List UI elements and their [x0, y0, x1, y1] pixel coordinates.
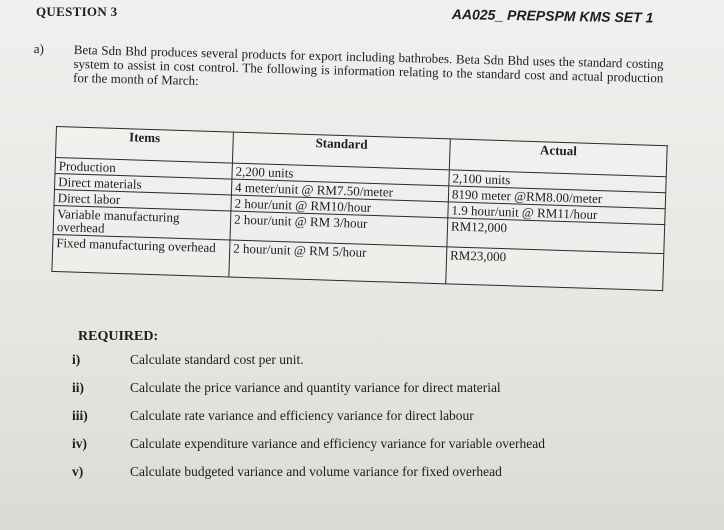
question-intro — [33, 42, 664, 99]
cell-standard: 2 hour/unit @ RM 5/hour — [229, 240, 447, 284]
cell-item: Variable manufacturing overhead — [53, 205, 231, 240]
cell-standard: 4 meter/unit @ RM7.50/meter — [231, 179, 448, 202]
cell-standard: 2 hour/unit @ RM 3/hour — [230, 211, 448, 247]
item-number: v) — [72, 464, 84, 479]
item-number: iv) — [72, 436, 87, 451]
cell-item: Fixed manufacturing overhead — [52, 234, 230, 277]
header-standard: Standard — [232, 132, 450, 170]
cell-standard: 2,200 units — [232, 163, 449, 186]
cell-item: Direct labor — [54, 189, 231, 211]
item-text: Calculate standard cost per unit. — [130, 352, 304, 367]
intro-text: Beta Sdn Bhd produces several products for export including bathrobes. Beta Sdn Bhd uses the standard costing system to assist in cost control. The following is information relating to the standard cost and actual production for the month of March: — [72, 41, 664, 89]
part-marker: a) — [33, 41, 45, 57]
list-item — [72, 464, 692, 492]
item-text: Calculate budgeted variance and volume variance for fixed overhead — [130, 464, 502, 479]
cell-actual: 1.9 hour/unit @ RM11/hour — [448, 202, 665, 225]
item-number: iii) — [72, 408, 88, 423]
header-items: Items — [56, 127, 234, 164]
item-number: ii) — [72, 380, 84, 395]
cell-actual: 8190 meter @RM8.00/meter — [448, 186, 665, 209]
cell-standard: 2 hour/unit @ RM10/hour — [231, 195, 448, 218]
cell-item: Direct materials — [55, 173, 232, 195]
list-item — [72, 436, 692, 464]
cell-actual: 2,100 units — [449, 170, 666, 193]
item-text: Calculate rate variance and efficiency variance for direct labour — [130, 408, 474, 423]
header-actual: Actual — [449, 139, 667, 177]
list-item — [72, 408, 692, 436]
cost-table-wrapper — [51, 126, 667, 291]
item-text: Calculate expenditure variance and efficiency variance for variable overhead — [130, 436, 546, 451]
set-title: AA025_ PREPSPM KMS SET 1 — [451, 6, 654, 26]
standard-cost-table — [51, 126, 667, 291]
item-number: i) — [72, 352, 81, 367]
required-title: REQUIRED: — [78, 329, 159, 344]
list-item — [72, 380, 692, 408]
cell-item: Production — [55, 158, 232, 180]
cell-actual: RM23,000 — [446, 247, 664, 291]
cell-actual: RM12,000 — [447, 218, 665, 254]
list-item — [72, 352, 692, 380]
item-text: Calculate the price variance and quantity variance for direct material — [130, 380, 501, 395]
required-list — [72, 352, 692, 492]
question-number: QUESTION 3 — [36, 4, 118, 19]
